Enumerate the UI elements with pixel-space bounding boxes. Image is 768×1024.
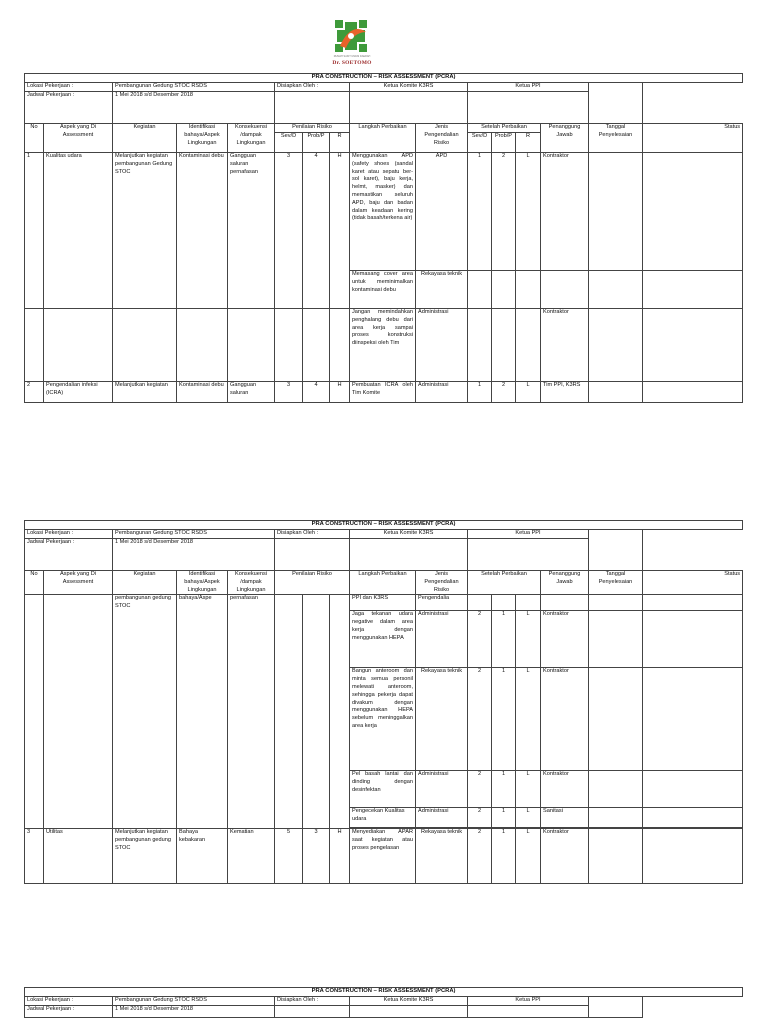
row-tanggal xyxy=(589,153,643,271)
row-pj: Kontraktor xyxy=(541,309,589,382)
logo-name: Dr. SOETOMO xyxy=(332,60,372,66)
row-jenis: Rekayasa teknik xyxy=(416,271,468,309)
lokasi-label: Lokasi Pekerjaan : xyxy=(25,83,113,92)
col-aspek: Aspek yang Di Assessment xyxy=(44,571,113,595)
col-identifikasi: Identifikasi bahaya/Aspek Lingkungan xyxy=(177,571,228,595)
table-row xyxy=(25,309,743,382)
table-row xyxy=(25,382,743,403)
col-jenis: Jenis Pengendalian Risiko xyxy=(416,124,468,153)
col-kegiatan: Kegiatan xyxy=(113,571,177,595)
logo-subtitle: RUMAH SAKIT UMUM DAERAH xyxy=(333,55,371,58)
row-pj: Kontraktor xyxy=(541,153,589,271)
col-status xyxy=(643,571,743,595)
col-kegiatan: Kegiatan xyxy=(113,124,177,153)
blank-cell xyxy=(643,668,743,771)
row-aspek: Kualitas udara xyxy=(44,153,113,309)
blank-cell xyxy=(516,271,541,309)
row-kegiatan: Melanjutkan kegiatan xyxy=(113,382,177,403)
row-kegiatan: Melanjutkan kegiatan pembangunan Gedung STOC xyxy=(113,153,177,309)
col-status xyxy=(643,124,743,153)
table-row xyxy=(25,595,743,611)
row-langkah: Jangan memindahkan penghalang debu dari area kerja sampai proses konstruksi diinspeksi oleh Tim xyxy=(350,309,416,382)
col-status-label: Status xyxy=(724,571,741,577)
row-prob: 4 xyxy=(303,382,330,403)
col-penilaian: Penilaian Risiko xyxy=(275,571,350,595)
col-penilaian: Penilaian Risiko xyxy=(275,124,350,133)
row-status xyxy=(643,153,743,271)
pcra-table-2 xyxy=(24,520,743,884)
row-r-after: L xyxy=(516,808,541,828)
row-r-after: L xyxy=(516,382,541,403)
row-langkah: Menyediakan APAR saat kegiatan atau proses pengelasan xyxy=(350,829,416,884)
blank-cell xyxy=(44,309,113,382)
blank-cell xyxy=(589,771,643,808)
row-jenis: APD xyxy=(416,153,468,271)
row-konsekuensi: Kematian xyxy=(228,829,275,884)
col-aspek: Aspek yang Di Assessment xyxy=(44,124,113,153)
blank-cell xyxy=(468,595,492,611)
col-langkah: Langkah Perbaikan xyxy=(350,124,416,153)
row-langkah: Pengecekan Kualitas udara xyxy=(350,808,416,828)
col-setelah: Setelah Perbaikan xyxy=(468,571,541,595)
col-prob: Prob/P xyxy=(303,133,330,153)
row-r-after: L xyxy=(516,153,541,271)
row-langkah: PPI dan K3RS xyxy=(350,595,416,611)
row-identifikasi: Kontaminasi debu xyxy=(177,382,228,403)
row-sev-after: 1 xyxy=(468,153,492,271)
row-jenis: Administrasi xyxy=(416,771,468,808)
pcra-title: PRA CONSTRUCTION – RISK ASSESSMENT (PCRA) xyxy=(25,521,743,530)
row-identifikasi: bahaya/Aspe xyxy=(177,595,228,829)
blank-cell xyxy=(468,271,492,309)
row-langkah: Bangun anteroom dan minta semua personil melewati anteroom, sehingga pekerja dapat divakum dengan menggunakan HEPA sebelum meninggalkan area kerja xyxy=(350,668,416,771)
blank-cell xyxy=(589,83,643,124)
blank-cell xyxy=(228,309,275,382)
row-r-after: L xyxy=(516,771,541,808)
col-r-after: R xyxy=(516,133,541,153)
row-no: 3 xyxy=(25,829,44,884)
row-jenis: Administrasi xyxy=(416,309,468,382)
pcra-table-1 xyxy=(24,73,743,403)
row-langkah: Pembuatan ICRA oleh Tim Komite xyxy=(350,382,416,403)
blank-cell xyxy=(643,309,743,382)
blank-cell xyxy=(177,309,228,382)
blank-cell xyxy=(113,309,177,382)
row-r-after: L xyxy=(516,829,541,884)
blank-cell xyxy=(492,271,516,309)
blank-cell xyxy=(25,595,44,829)
blank-cell xyxy=(643,595,743,611)
blank-cell xyxy=(44,595,113,829)
blank-cell xyxy=(643,271,743,309)
row-langkah: Menggunakan APD (safety shoes (sandal karet atau sepatu ber-sol karet), baju kerja, helmt, masker) dan memastikan seluruh APD, baju dan badan dalam keadaan kering (tidak basah/terkena air) xyxy=(350,153,416,271)
blank-cell xyxy=(541,271,589,309)
row-pj: Tim PPI, K3RS xyxy=(541,382,589,403)
blank-cell xyxy=(589,611,643,668)
row-no: 1 xyxy=(25,153,44,309)
jadwal-label: Jadwal Pekerjaan : xyxy=(25,92,113,124)
blank-cell xyxy=(492,309,516,382)
row-prob-after: 1 xyxy=(492,808,516,828)
row-r-after: L xyxy=(516,611,541,668)
row-jenis: Rekayasa teknik xyxy=(416,829,468,884)
blank-cell xyxy=(468,92,589,124)
row-jenis: Administrasi xyxy=(416,611,468,668)
col-no: No xyxy=(25,571,44,595)
row-r: H xyxy=(330,153,350,309)
row-kegiatan: Melanjutkan kegiatan pembangunan gedung STOC xyxy=(113,829,177,884)
row-sev: 5 xyxy=(275,829,303,884)
row-langkah: Jaga tekanan udara negative dalam area kerja dengan menggunakan HEPA xyxy=(350,611,416,668)
col-no: No xyxy=(25,124,44,153)
row-aspek: Utilitas xyxy=(44,829,113,884)
col-r: R xyxy=(330,133,350,153)
row-pj: Kontraktor xyxy=(541,611,589,668)
row-prob-after: 2 xyxy=(492,153,516,271)
lokasi-value: Pembangunan Gedung STOC RSDS xyxy=(113,997,275,1006)
col-tanggal: Tanggal Penyelesaian xyxy=(589,124,643,153)
row-jenis: Administrasi xyxy=(416,808,468,828)
row-pj: Kontraktor xyxy=(541,668,589,771)
col-status-label: Status xyxy=(724,124,741,130)
row-pj: Kontraktor xyxy=(541,771,589,808)
blank-cell xyxy=(303,309,330,382)
row-identifikasi: Bahaya kebakaran xyxy=(177,829,228,884)
jadwal-label: Jadwal Pekerjaan : xyxy=(25,1006,113,1018)
row-prob-after: 1 xyxy=(492,668,516,771)
col-langkah: Langkah Perbaikan xyxy=(350,571,416,595)
blank-cell xyxy=(468,539,589,571)
blank-cell xyxy=(330,595,350,829)
row-r: H xyxy=(330,382,350,403)
blank-cell xyxy=(275,595,303,829)
lokasi-value: Pembangunan Gedung STOC RSDS xyxy=(113,83,275,92)
blank-cell xyxy=(350,1006,468,1018)
blank-cell xyxy=(589,271,643,309)
lokasi-label: Lokasi Pekerjaan : xyxy=(25,997,113,1006)
col-identifikasi: Identifikasi bahaya/Aspek Lingkungan xyxy=(177,124,228,153)
row-sev-after: 2 xyxy=(468,668,492,771)
col-jenis: Jenis Pengendalian Risiko xyxy=(416,571,468,595)
blank-cell xyxy=(275,309,303,382)
blank-cell xyxy=(25,309,44,382)
blank-cell xyxy=(589,808,643,828)
col-konsekuensi: Konsekuensi /dampak Lingkungan xyxy=(228,124,275,153)
blank-cell xyxy=(589,530,643,571)
disiapkan-label: Disiapkan Oleh : xyxy=(275,997,350,1006)
blank-cell xyxy=(330,309,350,382)
blank-cell xyxy=(492,595,516,611)
blank-cell xyxy=(275,539,350,571)
blank-cell xyxy=(468,1006,589,1018)
ketua-ppi: Ketua PPI xyxy=(468,530,589,539)
blank-cell xyxy=(541,595,589,611)
row-konsekuensi: Gangguan saluran xyxy=(228,382,275,403)
disiapkan-label: Disiapkan Oleh : xyxy=(275,530,350,539)
row-prob: 4 xyxy=(303,153,330,309)
blank-cell xyxy=(589,829,643,884)
blank-cell xyxy=(589,997,643,1018)
row-konsekuensi: pernafasan xyxy=(228,595,275,829)
jadwal-value: 1 Mei 2018 s/d Desember 2018 xyxy=(113,539,275,571)
col-penanggung: Penanggung Jawab xyxy=(541,571,589,595)
ketua-k3rs: Ketua Komite K3RS xyxy=(350,530,468,539)
table-row xyxy=(25,829,743,884)
disiapkan-label: Disiapkan Oleh : xyxy=(275,83,350,92)
blank-cell xyxy=(589,382,643,403)
row-prob-after: 1 xyxy=(492,771,516,808)
row-r-after: L xyxy=(516,668,541,771)
row-prob-after: 2 xyxy=(492,382,516,403)
row-jenis: Rekayasa teknik xyxy=(416,668,468,771)
row-pj: Kontraktor xyxy=(541,829,589,884)
blank-cell xyxy=(589,595,643,611)
row-prob: 3 xyxy=(303,829,330,884)
blank-cell xyxy=(643,829,743,884)
jadwal-value: 1 Mei 2018 s/d Desember 2018 xyxy=(113,1006,275,1018)
blank-cell xyxy=(589,309,643,382)
lokasi-label: Lokasi Pekerjaan : xyxy=(25,530,113,539)
blank-cell xyxy=(350,92,468,124)
blank-cell xyxy=(275,92,350,124)
row-konsekuensi: Gangguan saluran pernafasan xyxy=(228,153,275,309)
col-sev: Sev/D xyxy=(275,133,303,153)
row-sev: 3 xyxy=(275,382,303,403)
ketua-k3rs: Ketua Komite K3RS xyxy=(350,83,468,92)
row-sev-after: 1 xyxy=(468,382,492,403)
row-prob-after: 1 xyxy=(492,611,516,668)
row-kegiatan: pembangunan gedung STOC xyxy=(113,595,177,829)
lokasi-value: Pembangunan Gedung STOC RSDS xyxy=(113,530,275,539)
ketua-ppi: Ketua PPI xyxy=(468,997,589,1006)
col-penanggung: Penanggung Jawab xyxy=(541,124,589,153)
row-prob-after: 1 xyxy=(492,829,516,884)
jadwal-value: 1 Mei 2018 s/d Desember 2018 xyxy=(113,92,275,124)
row-sev: 3 xyxy=(275,153,303,309)
row-sev-after: 2 xyxy=(468,771,492,808)
row-jenis: Administrasi xyxy=(416,382,468,403)
blank-cell xyxy=(643,771,743,808)
blank-cell xyxy=(350,539,468,571)
row-langkah: Pel basah lantai dan dinding dengan desinfektan xyxy=(350,771,416,808)
blank-cell xyxy=(643,382,743,403)
row-jenis: Pengendalia xyxy=(416,595,468,611)
jadwal-label: Jadwal Pekerjaan : xyxy=(25,539,113,571)
row-aspek: Pengendalian infeksi (ICRA) xyxy=(44,382,113,403)
pcra-table-3 xyxy=(24,987,743,1018)
col-sev-after: Sev/D xyxy=(468,133,492,153)
blank-cell xyxy=(516,595,541,611)
row-sev-after: 2 xyxy=(468,808,492,828)
row-identifikasi: Kontaminasi debu xyxy=(177,153,228,309)
pcra-title: PRA CONSTRUCTION – RISK ASSESSMENT (PCRA) xyxy=(25,988,743,997)
pcra-title: PRA CONSTRUCTION – RISK ASSESSMENT (PCRA) xyxy=(25,74,743,83)
col-konsekuensi: Konsekuensi /dampak Lingkungan xyxy=(228,571,275,595)
col-prob-after: Prob/P xyxy=(492,133,516,153)
col-tanggal: Tanggal Penyelesaian xyxy=(589,571,643,595)
blank-cell xyxy=(468,309,492,382)
blank-cell xyxy=(643,611,743,668)
table-row xyxy=(25,153,743,271)
ketua-ppi: Ketua PPI xyxy=(468,83,589,92)
ketua-k3rs: Ketua Komite K3RS xyxy=(350,997,468,1006)
row-r: H xyxy=(330,829,350,884)
blank-cell xyxy=(643,808,743,828)
row-pj: Sanitasi xyxy=(541,808,589,828)
row-no: 2 xyxy=(25,382,44,403)
row-sev-after: 2 xyxy=(468,829,492,884)
blank-cell xyxy=(275,1006,350,1018)
row-langkah: Memasang cover area untuk meminimalkan kontaminasi debu xyxy=(350,271,416,309)
col-setelah: Setelah Perbaikan xyxy=(468,124,541,133)
blank-cell xyxy=(516,309,541,382)
blank-cell xyxy=(589,668,643,771)
blank-cell xyxy=(303,595,330,829)
row-sev-after: 2 xyxy=(468,611,492,668)
